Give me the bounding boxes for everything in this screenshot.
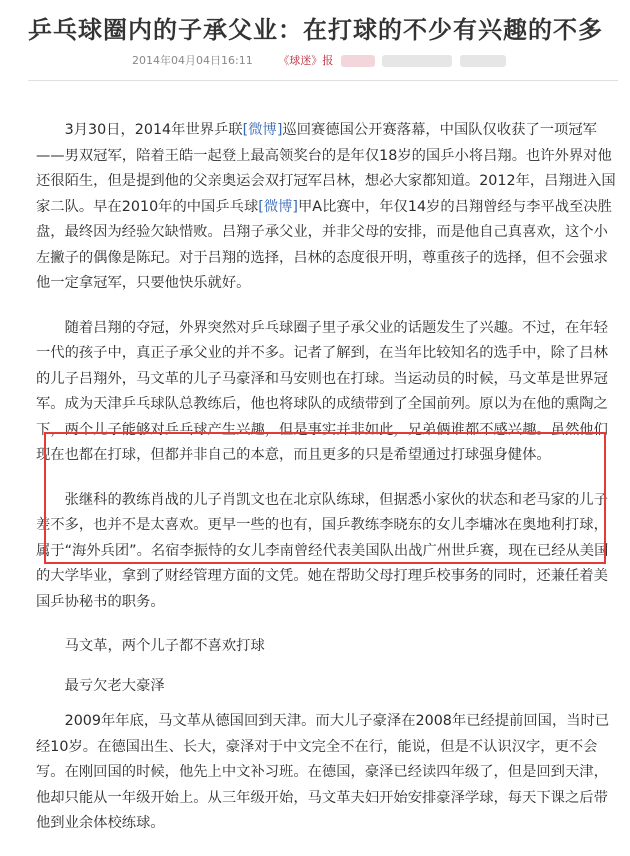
paragraph-3-highlighted: 张继科的教练肖战的儿子肖凯文也在北京队练球，但据悉小家伙的状态和老马家的儿子差不多，也并不是太喜欢。更早一些的也有，国乒教练李晓东的女儿李墉冰在奥地利打球，属于“海外兵团”。名宿李振恃的女儿李南曾经代表美国队出战广州世乒赛，现在已经从美国的大学毕业，拿到了财经管理方面的文凭。她在帮助父母打理乒校事务的同时，还兼任着美国乒协秘书的职务。	[36, 491, 609, 610]
paragraph-4: 2009年年底，马文革从德国回到天津。而大儿子豪泽在2008年已经提前回国，当时已经10岁。在德国出生、长大，豪泽对于中文完全不在行，能说，但是不认识汉字，更不会写。在刚回国的时候，他先上中文补习班。在德国，豪泽已经读四年级了，但是回到天津，他却只能从一年级开始上。从三年级开始，马文革夫妇开始安排豪泽学球，每天下课之后带他到业余体校练球。	[36, 713, 610, 831]
publish-datetime: 2014年04月04日16:11	[132, 54, 253, 67]
redacted-block	[460, 55, 506, 67]
paragraph-2: 随着吕翔的夺冠，外界突然对乒乓球圈子里子承父业的话题发生了兴趣。不过，在年轻一代的孩子中，真正子承父业的并不多。记者了解到，在当年比较知名的选手中，除了吕林的儿子吕翔外，马文革的儿子马豪泽和马安则也在打球。当运动员的时候，马文革是世界冠军。成为天津乒乓球队总教练后，他也将球队的成绩带到了全国前列。原以为在他的熏陶之下，两个儿子能够对乒乓球产生兴趣，但是事实并非如此，兄弟俩谁都不感兴趣。虽然他们现在也都在打球，但都并非自己的本意，而且更多的只是希望通过打球强身健体。	[36, 319, 608, 463]
paragraph-text: 巡回赛德国公开赛落幕，中国队仅收获了一项冠军——男双冠军，陪着王皓一起登上最高领奖台的是年仅18岁的国乒小将吕翔。也许外界对他还很陌生，但是提到他的父亲奥运会双打冠军吕林，想必大家都知道。2012年，吕翔进入国家二队。早在2010年的中国乒乓球	[36, 122, 616, 215]
source-link[interactable]: 《球迷》报	[278, 54, 334, 67]
paragraph-text: 3月30日，2014年世界乒联	[64, 122, 243, 138]
article-meta	[132, 52, 552, 68]
subheading-1: 马文革，两个儿子都不喜欢打球	[64, 638, 265, 654]
weibo-link[interactable]: [微博]	[242, 122, 283, 138]
paragraph-text: 甲A比赛中，年仅14岁的吕翔曾经与李平战至决胜盘，最终因为经验欠缺惜败。吕翔子承父业，并非父母的安排，而是他自己真喜欢，这个小左撇子的偶像是陈玘。对于吕翔的选择，吕林的态度很开明，尊重孩子的选择，但不会强求他一定拿冠军，只要他快乐就好。	[36, 198, 612, 291]
subheading-2: 最亏欠老大豪泽	[64, 677, 165, 694]
article-title: 乒乓球圈内的子承父业：在打球的不少有兴趣的不多	[28, 16, 603, 44]
paragraph-1	[36, 118, 616, 297]
redacted-block	[382, 55, 452, 67]
article-body	[36, 118, 616, 856]
title-divider	[28, 80, 618, 81]
weibo-link[interactable]: [微博]	[258, 198, 298, 215]
redacted-block	[341, 55, 375, 67]
